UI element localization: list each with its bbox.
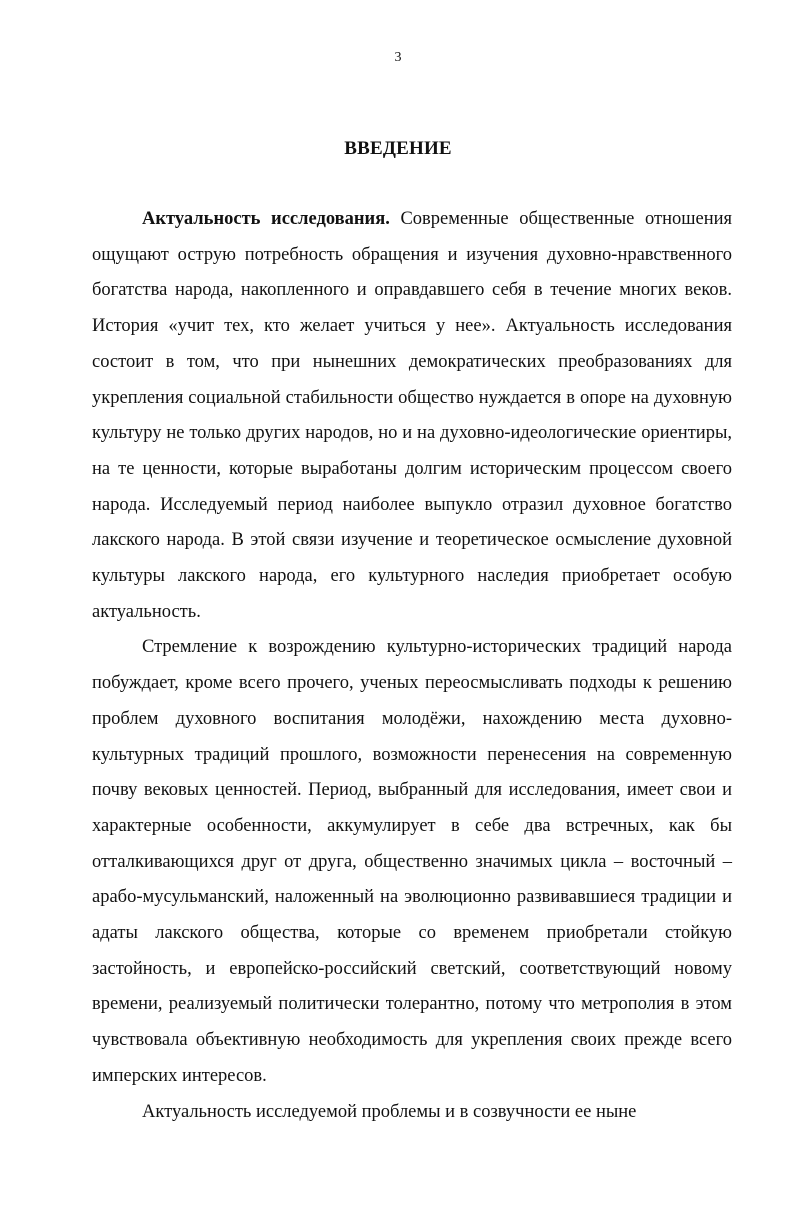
page-number: 3: [394, 50, 402, 65]
page-title: ВВЕДЕНИЕ: [344, 138, 452, 159]
paragraph-3: Актуальность исследуемой проблемы и в созвучности ее ныне: [142, 1101, 637, 1122]
paragraph-1: [92, 202, 732, 630]
paragraph-2: Стремление к возрождению культурно-исторических традиций народа побуждает, кроме всего прочего, ученых переосмысливать подходы к решению проблем духовного воспитания молодёжи, нахождению места духовно-культурных традиций прошлого, возможности перенесения на современную почву вековых ценностей. Период, выбранный для исследования, имеет свои и характерные особенности, аккумулирует в себе два встречных, как бы отталкивающихся друг от друга, общественно значимых цикла – восточный – арабо-мусульманский, наложенный на эволюционно развивавшиеся традиции и адаты лакского общества, которые со временем приобретали стойкую застойность, и европейско-российский светский, соответствующий новому времени, реализуемый политически толерантно, потому что метрополия в этом чувствовала объективную необходимость для укрепления своих прежде всего имперских интересов.: [92, 637, 732, 1086]
body-text: [92, 202, 732, 1130]
paragraph-lead: Актуальность исследования.: [142, 209, 390, 229]
paragraph-1-text: Современные общественные отношения ощущают острую потребность обращения и изучения духовно-нравственного богатства народа, накопленного и оправдавшего себя в течение многих веков. История «учит тех, кто желает учиться у нее». Актуальность исследования состоит в том, что при нынешних демократических преобразованиях для укрепления социальной стабильности общество нуждается в опоре на духовную культуру не только других народов, но и на духовно-идеологические ориентиры, на те ценности, которые выработаны долгим историческим процессом своего народа. Исследуемый период наиболее выпукло отразил духовное богатство лакского народа. В этой связи изучение и теоретическое осмысление духовной культуры лакского народа, его культурного наследия приобретает особую актуальность.: [92, 209, 732, 622]
